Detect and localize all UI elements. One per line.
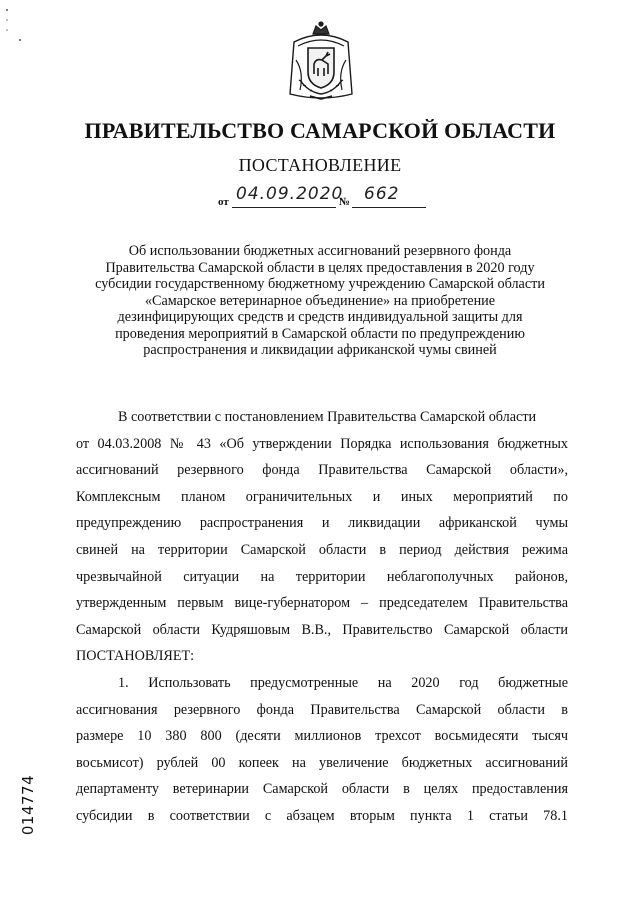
body-line: 1. Использовать предусмотренные на 2020 год бюджетные — [118, 674, 568, 691]
page-stamp-number — [18, 770, 38, 840]
government-title: ПРАВИТЕЛЬСТВО САМАРСКОЙ ОБЛАСТИ — [84, 118, 556, 143]
document-subject — [60, 243, 580, 359]
body-line: размере 10 380 800 (десяти миллионов трехсот восьмидесяти тысяч — [76, 728, 568, 745]
number-prefix: № — [339, 196, 351, 208]
subject-line: дезинфицирующих средств и средств индивидуальной защиты для — [117, 309, 523, 325]
body-line: В соответствии с постановлением Правительства Самарской области — [118, 409, 537, 425]
body-line: ассигнования резервного фонда Правительства Самарской области в — [76, 701, 568, 718]
body-line: Самарской области Кудряшовым В.В., Правительство Самарской области — [76, 621, 568, 638]
body-line: от 04.03.2008 № 43 «Об утверждении Порядка использования бюджетных — [76, 435, 568, 452]
subject-line: проведения мероприятий в Самарской области по предупреждению — [115, 325, 525, 342]
coat-of-arms-emblem — [286, 20, 356, 102]
body-line: ассигнований резервного фонда Правительства Самарской области», — [76, 462, 568, 479]
body-line: предупреждению распространения и ликвидации африканской чумы — [76, 515, 568, 532]
date-underline — [232, 207, 336, 208]
number-value: 662 — [364, 184, 400, 204]
body-line: свиней на территории Самарской области в период действия режима — [76, 541, 568, 558]
date-prefix: от — [218, 196, 229, 208]
body-line: департаменту ветеринарии Самарской области в целях предоставления — [76, 781, 568, 798]
body-line: субсидии в соответствии с абзацем вторым пункта 1 статьи 78.1 — [76, 807, 568, 824]
body-line: восьмисот) рублей 00 копеек на увеличение бюджетных ассигнований — [76, 754, 568, 771]
subject-line: Об использовании бюджетных ассигнований резервного фонда — [128, 243, 512, 259]
body-line: Комплексным планом ограничительных и иных мероприятий по — [76, 488, 568, 505]
document-type: ПОСТАНОВЛЕНИЕ — [238, 155, 402, 175]
date-number-line — [218, 186, 438, 210]
date-value: 04.09.2020 — [236, 184, 344, 204]
subject-line: «Самарское ветеринарное объединение» на приобретение — [144, 292, 496, 309]
body-line: чрезвычайной ситуации на территории неблагополучных районов, — [76, 568, 568, 585]
scan-corner-marks — [4, 6, 26, 46]
body-line: ПОСТАНОВЛЯЕТ: — [76, 648, 195, 665]
document-body — [76, 404, 568, 830]
subject-line: субсидии государственному бюджетному учреждению Самарской области — [95, 276, 545, 292]
stamp-number-text: 014774 — [19, 774, 37, 836]
number-underline — [352, 207, 426, 208]
subject-line: Правительства Самарской области в целях предоставления в 2020 году — [105, 259, 535, 276]
subject-line: распространения и ликвидации африканской чумы свиней — [143, 342, 497, 358]
body-line: утвержденным первым вице-губернатором – председателем Правительства — [76, 595, 568, 612]
